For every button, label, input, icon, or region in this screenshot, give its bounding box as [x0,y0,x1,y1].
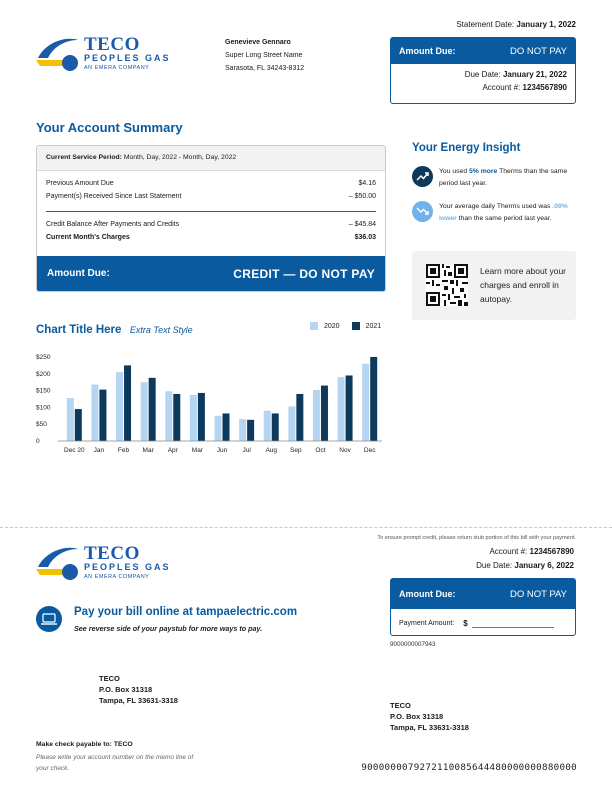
qr-code-icon[interactable] [426,264,468,306]
y-tick-label: $250 [36,354,51,361]
insight-text-1 [439,166,574,189]
logo-line1: PEOPLES GAS [84,562,171,572]
due-date-value: January 21, 2022 [502,70,567,79]
x-tick-label: Jun [216,447,228,454]
amount-due-value: DO NOT PAY [509,45,567,57]
stub-amount-box [390,578,576,636]
return-address-left [99,673,178,706]
bar-2021 [99,390,106,441]
summary-row-label: Previous Amount Due [46,180,114,187]
x-tick-label: Jan [93,447,105,454]
summary-amount-due-label: Amount Due: [47,268,110,279]
qr-card[interactable] [412,251,576,320]
stub-notice: To ensure prompt credit, please return stub portion of this bill with your payment. [377,535,576,541]
summary-row [46,231,376,244]
bar-2021 [346,375,353,441]
logo-line2: AN EMERA COMPANY [84,574,150,580]
due-date-label: Due Date: [464,70,501,79]
address-line: TECO [99,674,120,683]
customer-street: Super Long Street Name [225,52,303,59]
payment-currency: $ [463,618,468,628]
trend-down-icon [412,201,433,222]
payment-amount-row [391,609,575,628]
x-tick-label: Oct [315,447,326,454]
amount-due-header [391,38,575,64]
summary-rows-2 [37,212,385,244]
bar-2021 [321,386,328,441]
bar-2020 [91,385,98,441]
logo-line1: PEOPLES GAS [84,53,171,63]
bar-2020 [165,391,172,441]
bar-2020 [215,416,222,441]
qr-text: Learn more about your charges and enroll in autopay. [480,266,566,304]
y-tick-label: $100 [36,404,51,412]
summary-row-value: $36.03 [354,234,376,241]
y-tick-label: $200 [36,370,51,378]
x-tick-label: Dec [363,447,376,454]
bar-chart [36,350,386,462]
stub-ref-number: 9000000007943 [390,641,436,648]
micr-line: 9000000079272110085644480000000880000 [361,762,577,773]
chart-title: Chart Title Here [36,324,122,336]
address-line: Tampa, FL 33631-3318 [99,696,178,705]
stub-due-date-label: Due Date: [476,561,513,570]
x-tick-label: Feb [117,447,130,454]
amount-due-label: Amount Due: [399,46,456,56]
legend-swatch-2020 [310,322,318,330]
service-period [37,146,385,171]
account-number [391,79,575,92]
bar-2021 [198,393,205,441]
chart-header [36,320,193,338]
summary-row [46,177,376,190]
stub-account [489,547,574,556]
stub-divider [0,527,612,528]
customer-name: Genevieve Gennaro [225,39,291,46]
customer-city: Sarasota, FL 34243-8312 [225,65,305,72]
service-period-value: Month, Day, 2022 - Month, Day, 2022 [123,154,237,161]
bar-2021 [173,394,180,441]
statement-date-label: Statement Date: [456,20,515,29]
bar-2020 [116,372,123,441]
insight-text-2-post: than the same period last year. [456,214,552,222]
summary-row-label: Current Month's Charges [46,234,130,241]
summary-row-value: $4.16 [358,180,376,187]
service-period-label: Current Service Period: [46,154,122,161]
bar-2020 [288,406,295,441]
logo-wordmark: TECO [84,34,140,55]
logo-wordmark: TECO [84,543,140,564]
insight-text-2-highlight: .09% lower [439,203,568,222]
account-value: 1234567890 [522,83,567,92]
chart-legend [310,322,381,330]
stub-amount-due-label: Amount Due: [399,589,456,599]
pay-online-title[interactable]: Pay your bill online at tampaelectric.com [74,606,298,618]
logo-swoosh-icon [36,36,80,72]
address-line: P.O. Box 31318 [390,712,444,721]
summary-row-value: – $45.84 [348,221,376,228]
insight-title: Your Energy Insight [412,142,521,154]
legend-swatch-2021 [352,322,360,330]
stub-amount-header [391,579,575,609]
stub-due-date-value: January 6, 2022 [514,561,574,570]
pay-online-subtitle: See reverse side of your paystub for more ways to pay. [74,624,263,633]
trend-up-icon [412,166,433,187]
customer-address [225,36,304,75]
x-tick-label: Jul [242,447,251,454]
stub-due-date [476,561,574,570]
stub-account-label: Account #: [489,547,528,556]
due-date [391,64,575,79]
bar-2021 [75,409,82,441]
x-tick-label: Mar [191,447,203,454]
bar-2020 [313,390,320,441]
insight-text-1-pre: You used [439,168,469,175]
x-tick-label: Dec 20 [64,447,85,454]
memo-note: Please write your account number on the memo line of your check. [36,754,194,772]
insight-text-1-highlight: 5% more [469,168,498,175]
summary-row-label: Credit Balance After Payments and Credits [46,221,180,228]
bar-2021 [296,394,303,441]
payment-amount-label: Payment Amount: [399,619,455,627]
bar-2020 [67,398,74,441]
x-tick-label: Apr [167,447,178,454]
summary-amount-due [37,256,385,291]
legend-label-2021: 2021 [365,322,382,330]
bar-2020 [264,411,271,441]
chart-subtitle: Extra Text Style [129,325,193,335]
y-tick-label: $50 [36,421,47,429]
legend-label-2020: 2020 [324,322,340,330]
bar-2021 [370,357,377,441]
address-line: Tampa, FL 33631-3318 [390,723,469,732]
statement-date-value: January 1, 2022 [516,20,576,29]
x-tick-label: Mar [142,447,154,454]
logo-swoosh-icon [36,545,80,581]
summary-title: Your Account Summary [36,120,183,135]
summary-box [36,145,386,292]
summary-row [46,218,376,231]
logo-line2: AN EMERA COMPANY [84,65,150,71]
return-address-right [390,700,469,733]
bar-2021 [247,420,254,441]
bar-2021 [124,365,131,441]
payment-amount-field[interactable] [472,618,554,628]
x-tick-label: Aug [265,447,278,454]
bar-2020 [190,395,197,441]
summary-row-label: Payment(s) Received Since Last Statement [46,193,182,200]
account-label: Account #: [482,83,521,92]
insight-text-1-post: Therms than the same period last year. [439,168,568,187]
address-line: TECO [390,701,411,710]
x-tick-label: Nov [339,447,351,454]
summary-row [46,190,376,203]
stub-amount-due-value: DO NOT PAY [509,588,567,600]
bar-2020 [338,377,345,441]
brand-logo [36,36,186,72]
insight-text-2-pre: Your average daily Therms used was [439,203,553,210]
bar-2021 [149,378,156,441]
summary-rows [37,171,385,203]
insight-text-2 [439,201,574,224]
amount-due-box [390,37,576,104]
laptop-icon [36,606,62,632]
bar-2020 [141,382,148,441]
stub-account-value: 1234567890 [529,547,574,556]
bar-2020 [239,419,246,441]
stub-brand-logo [36,545,186,581]
payable-to: Make check payable to: TECO [36,741,133,748]
bar-2021 [272,413,279,441]
x-tick-label: Sep [290,447,302,454]
statement-date [456,20,576,29]
y-tick-label: 0 [36,438,40,445]
address-line: P.O. Box 31318 [99,685,153,694]
summary-amount-due-value: CREDIT — DO NOT PAY [233,266,375,281]
summary-row-value: – $50.00 [348,193,376,200]
y-tick-label: $150 [36,387,51,395]
bar-2021 [223,413,230,441]
bar-2020 [362,364,369,441]
